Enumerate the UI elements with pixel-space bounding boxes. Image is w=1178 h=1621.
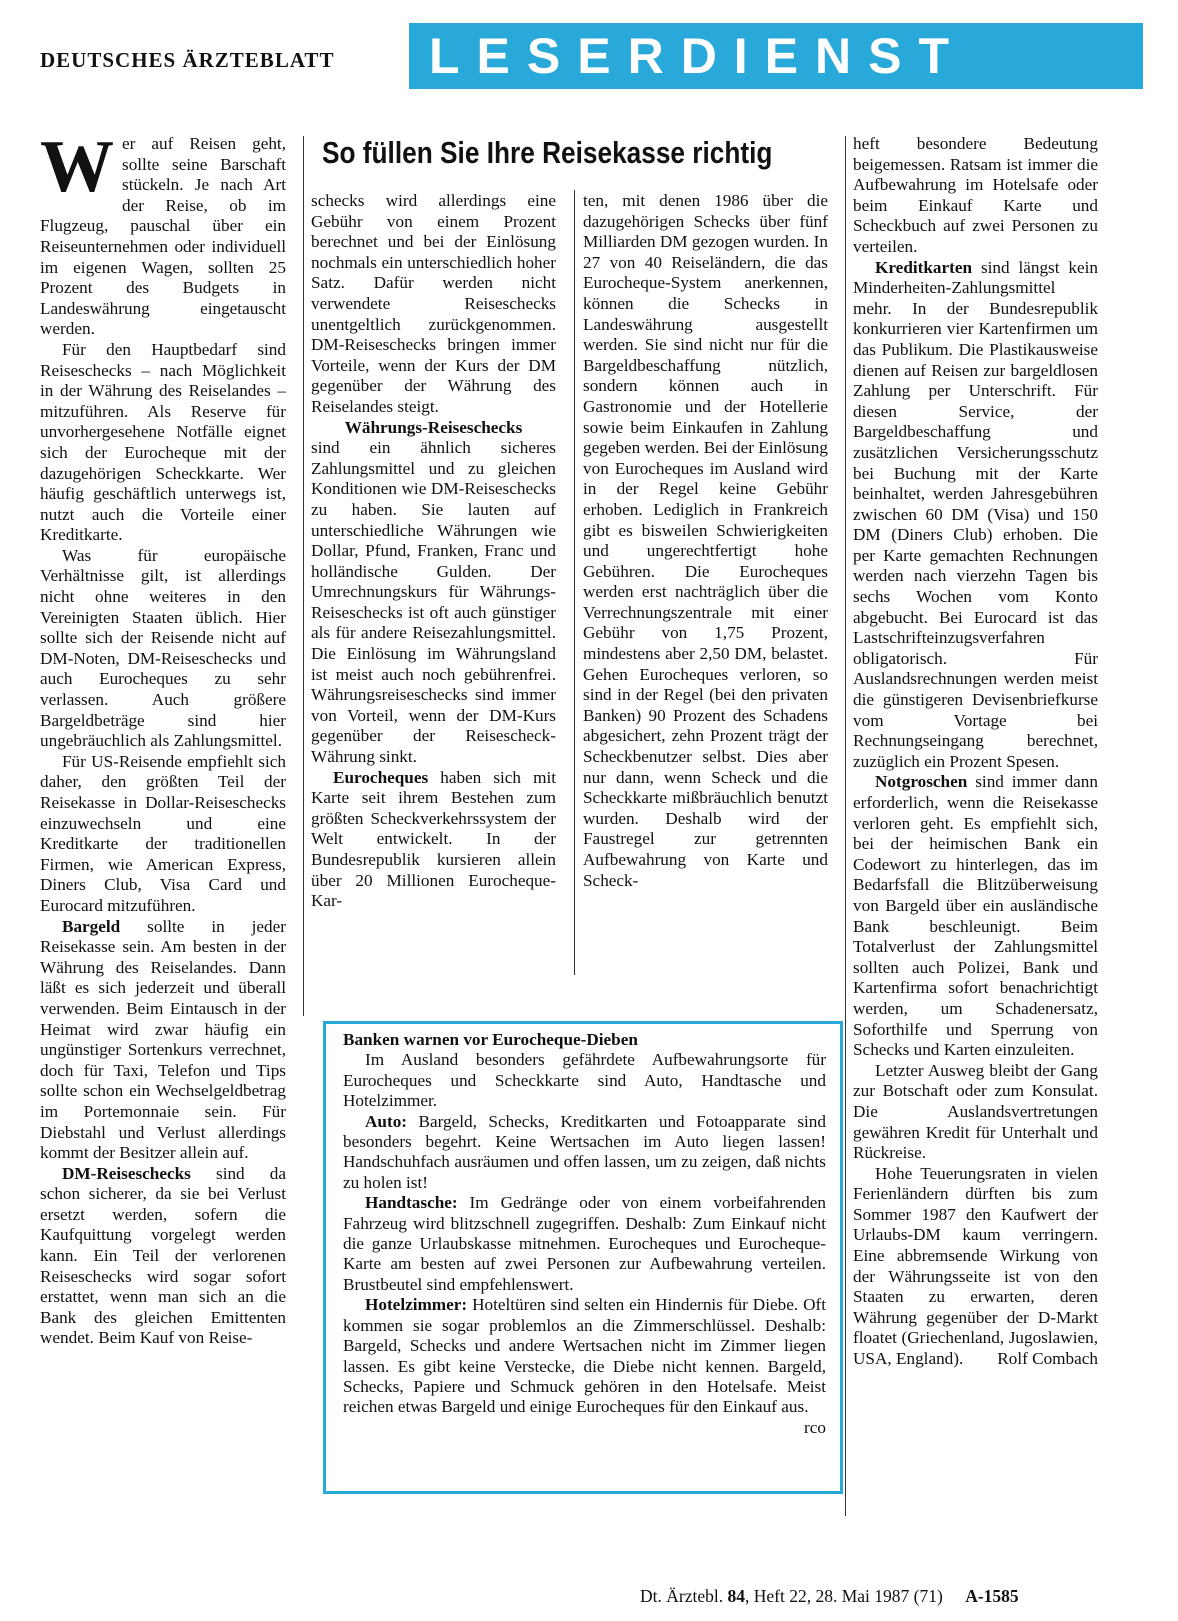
paragraph: Letzter Ausweg bleibt der Gang zur Botschaft oder zum Konsulat. Die Auslandsvertretungen gewähren Kredit für Unterhalt und Rückreise.: [853, 1060, 1098, 1163]
page-number: A-1585: [965, 1586, 1019, 1606]
column-2: [311, 191, 556, 912]
paragraph: heft besondere Bedeutung beigemessen. Ratsam ist immer die Aufbewahrung im Hotelsafe oder beim Einkauf Karte und Scheckbuch auf zwei Personen zu verteilen.: [853, 134, 1098, 256]
keyword-hotelzimmer: Hotelzimmer:: [365, 1295, 468, 1315]
keyword-notgroschen: Notgroschen: [875, 772, 968, 792]
info-box: [343, 1030, 826, 1438]
keyword-auto: Auto:: [365, 1111, 408, 1131]
paragraph-text: sind immer dann erforderlich, wenn die Reisekasse verloren geht. Es empfiehlt sich, bei der heimischen Bank ein Codewort zu hinterlegen, das im Bedarfsfall die Blitzüberweisung von Bargeld über ein ausländische Bank beschleunigt. Beim Totalverlust der Zahlungsmittel sollten auch Polizei, Bank und Kartenfirma sofort benachrichtigt werden, um Schadenersatz, Soforthilfe und Sperrung von Schecks und Karten einzuleiten.: [853, 772, 1098, 1060]
paragraph: schecks wird allerdings eine Gebühr von einem Prozent berechnet und bei der Einlösung nochmals ein unterschiedlich hoher Satz. Dafür werden nicht verwendete Reiseschecks unentgeltlich zurückgenommen. DM-Reiseschecks bringen immer Vorteile, wenn der Kurs der DM gegenüber der Währung des Reiselandes steigt.: [311, 191, 556, 416]
paragraph: [853, 772, 1098, 1060]
info-box-signature: rco: [804, 1417, 826, 1437]
paragraph-text: Hohe Teuerungsraten in vielen Ferienländern dürften bis zum Sommer 1987 den Kaufwert der Urlaubs-DM kaum verringern. Eine abbremsende Wirkung von der Währungsseite ist von den Staaten zu erwarten, deren Währung gegenüber der D-Markt floatet (Griechenland, Jugoslawien, USA, England).: [853, 1163, 1098, 1369]
info-box-title: Banken warnen vor Eurocheque-Dieben: [343, 1030, 638, 1049]
keyword-eurocheques: Eurocheques: [333, 767, 429, 787]
info-box-paragraph: [343, 1193, 826, 1295]
paragraph-text: haben sich mit Karte seit ihrem Bestehen zum größten Scheckverkehrssystem der Welt entwickelt. In der Bundesrepublik kursieren allein über 20 Millionen Eurocheque-Kar-: [311, 767, 556, 911]
drop-cap: W: [40, 126, 114, 208]
page-footer: [640, 1586, 1019, 1607]
paragraph-text: sind da schon sicherer, da sie bei Verlust ersetzt werden, sofern die Kaufquittung vorgelegt werden kann. Ein Teil der verlorenen Reiseschecks wird sogar sofort erstattet, wenn man sich an die Bank des gleichen Emittenten wendet. Beim Kauf von Reise-: [40, 1163, 286, 1348]
paragraph-text: sind längst kein Minderheiten-Zahlungsmittel mehr. In der Bundesrepublik konkurrieren vier Kartenfirmen um das Publikum. Die Plastikausweise dienen auf Reisen zur bargeldlosen Zahlung per Unterschrift. Für diesen Service, der Bargeldbeschaffung und zusätzlichen Versicherungsschutz bei Buchung mit der Karte beinhaltet, werden Jahresgebühren zwischen 60 DM (Visa) und 150 DM (Diners Club) erhoben. Die per Karte gemachten Rechnungen werden nach vierzehn Tagen bis sechs Wochen vom Konto abgebucht. Bei Eurocard ist das Lastschrifteinzugsverfahren obligatorisch. Für Auslandsrechnungen werden meist die günstigeren Devisenbriefkurse vom Vortage bei Rechnungseingang berechnet, zuzüglich ein Prozent Spesen.: [853, 257, 1098, 771]
paragraph: [853, 1164, 1098, 1370]
paragraph: [40, 917, 286, 1164]
citation-volume: 84: [727, 1586, 745, 1606]
paragraph: ten, mit denen 1986 über die dazugehörigen Schecks über fünf Milliarden DM gezogen wurden. In 27 von 40 Reiseländern, die das Eurocheque-System anerkennen, können die Schecks in Landeswährung ausgestellt werden. Sie sind nicht nur für die Bargeldbeschaffung nützlich, sondern können auch in Gastronomie und der Hotellerie sowie beim Einkaufen in Zahlung gegeben werden. Bei der Einlösung von Eurocheques im Ausland wird in der Regel keine Gebühr erhoben. Lediglich in Frankreich gibt es bisweilen Schwierigkeiten und ungerechtfertigt hohe Gebühren. Die Eurocheques werden erst nachträglich über die Verrechnungszentrale mit einer Gebühr von 1,75 Prozent, mindestens aber 2,50 DM, belastet. Gehen Eurocheques verloren, so sind in der Regel (bei den privaten Banken) 90 Prozent des Schadens abgesichert, zehn Prozent trägt der Scheckbenutzer selbst. Dies aber nur dann, wenn Scheck und die Scheckkarte mißbräuchlich benutzt wurden. Deshalb wird der Faustregel zur getrennten Aufbewahrung von Karte und Scheck-: [583, 191, 828, 890]
section-banner: LESERDIENST: [409, 23, 1143, 89]
keyword-kreditkarten: Kreditkarten: [875, 257, 973, 277]
paragraph-text: Bargeld, Schecks, Kreditkarten und Fotoapparate sind besonders begehrt. Keine Wertsachen im Auto liegen lassen! Handschuhfach ausräumen und offen lassen, um zu zeigen, daß nichts zu holen ist!: [343, 1111, 826, 1192]
paragraph: sind ein ähnlich sicheres Zahlungsmittel und zu gleichen Konditionen wie DM-Reiseschecks zu haben. Sie lauten auf unterschiedliche Währungen wie Dollar, Pfund, Franken, Franc und holländische Gulden. Der Umrechnungskurs für Währungs-Reiseschecks ist oft auch günstiger als für andere Reisezahlungsmittel. Die Einlösung im Währungsland ist meist auch noch gebührenfrei. Währungsreiseschecks sind immer von Vorteil, wenn der DM-Kurs gegenüber der Reisescheck-Währung sinkt.: [311, 438, 556, 767]
column-rule-1: [303, 136, 304, 1016]
paragraph-text: Im Gedränge oder von einem vorbeifahrenden Fahrzeug wird blitzschnell zugegriffen. Deshalb: Zum Einkauf nicht die ganze Urlaubskasse mitnehmen. Eurocheques und Eurocheque-Karte am besten auf zwei Personen zur Aufbewahrung verteilen. Brustbeutel sind empfehlenswert.: [343, 1193, 826, 1294]
paragraph: Für US-Reisende empfiehlt sich daher, den größten Teil der Reisekasse in Dollar-Reiseschecks einzuwechseln und eine Kreditkarte der traditionellen Firmen, wie American Express, Diners Club, Visa Card und Eurocard mitzuführen.: [40, 751, 286, 915]
column-rule-2: [574, 190, 575, 975]
info-box-paragraph: Im Ausland besonders gefährdete Aufbewahrungsorte für Eurocheques und Scheckkarte sind Auto, Handtasche und Hotelzimmer.: [343, 1050, 826, 1111]
paragraph-text: sollte in jeder Reisekasse sein. Am besten in der Währung des Reiselandes. Dann läßt es sich jederzeit und überall verwenden. Beim Eintausch in der Heimat wird zwar häufig ein ungünstiger Sortenkurs verrechnet, doch für Taxi, Telefon und Tips sollte schon ein Wechselgeldbetrag im Portemonnaie sein. Für Diebstahl und Verlust allerdings kommt der Besitzer allein auf.: [40, 916, 286, 1163]
intro-paragraph: [40, 126, 286, 340]
info-box-paragraph: [343, 1295, 826, 1437]
paragraph: [40, 1164, 286, 1349]
intro-text: er auf Reisen geht, sollte seine Barschaft stückeln. Je nach Art der Reise, ob im Flugzeug, pauschal über ein Reiseunternehmen oder individuell im eigenen Wagen, sollten 25 Prozent des Budgets in Landeswährung eingetauscht werden.: [40, 134, 286, 339]
subheading-waehrungs-reiseschecks: Währungs-Reiseschecks: [344, 417, 523, 437]
paragraph-text: Hoteltüren sind selten ein Hindernis für Diebe. Oft kommen sie sogar problemlos an die Zimmerschlüssel. Deshalb: Bargeld, Schecks und andere Wertsachen nicht im Zimmer liegen lassen. Es gibt keine Verstecke, die Diebe nicht kennen. Bargeld, Schecks, Papiere und Schmuck gehören in den Hotelsafe. Meist reichen etwas Bargeld und einige Eurocheques für den Einkauf aus.: [343, 1295, 826, 1417]
keyword-bargeld: Bargeld: [62, 916, 121, 936]
paragraph: [311, 768, 556, 912]
paragraph: Was für europäische Verhältnisse gilt, ist allerdings nicht ohne weiteres in den Vereinigten Staaten üblich. Hier sollte sich der Reisende nicht auf DM-Noten, DM-Reiseschecks und auch Eurocheques zu sehr verlassen. Auch größere Bargeldbeträge sind hier ungebräuchlich als Zahlungsmittel.: [40, 545, 286, 751]
column-3: [583, 191, 828, 891]
citation-issue: , Heft 22, 28. Mai 1987 (71): [744, 1586, 943, 1606]
article-headline: So füllen Sie Ihre Reisekasse richtig: [322, 136, 773, 170]
keyword-handtasche: Handtasche:: [365, 1193, 458, 1213]
column-4: [853, 134, 1098, 1370]
column-rule-3: [845, 136, 846, 1516]
info-box-paragraph: [343, 1112, 826, 1194]
paragraph: [853, 258, 1098, 773]
paragraph: Für den Hauptbedarf sind Reiseschecks – nach Möglichkeit in der Währung des Reiselandes – mitzuführen. Als Reserve für unvorhergesehene Notfälle eignet sich der Eurocheque mit der dazugehörigen Scheckkarte. Wer häufig geschäftlich unterwegs ist, nutzt auch die Vorteile einer Kreditkarte.: [40, 339, 286, 545]
author-byline: Rolf Combach: [997, 1349, 1098, 1369]
column-1: [40, 126, 286, 1349]
masthead: DEUTSCHES ÄRZTEBLATT: [40, 48, 335, 72]
citation-journal: Dt. Ärztebl.: [640, 1586, 724, 1606]
keyword-dm-reiseschecks: DM-Reiseschecks: [62, 1163, 191, 1183]
